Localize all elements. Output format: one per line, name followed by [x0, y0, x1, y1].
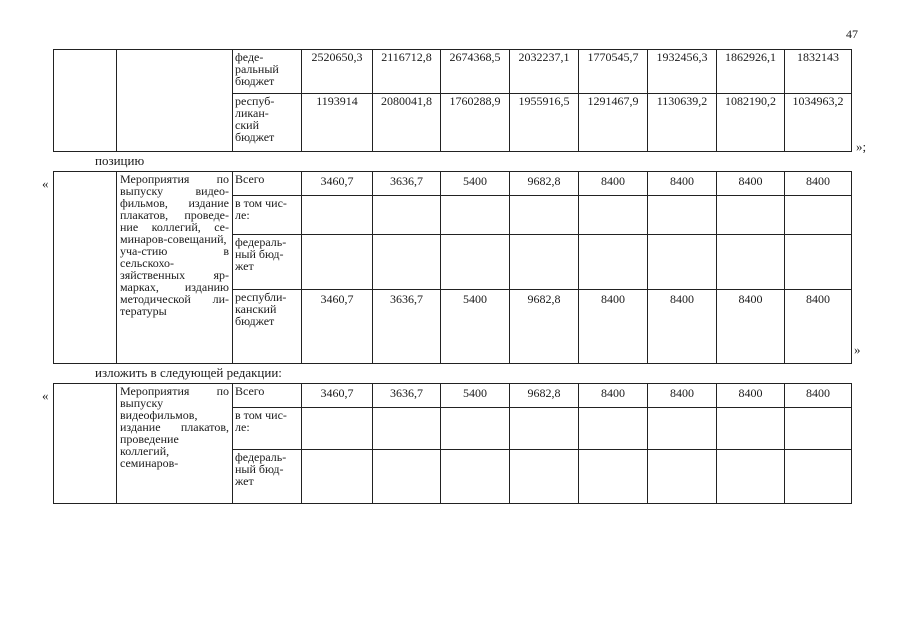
value-cell: 8400 — [579, 290, 648, 364]
value-cell — [648, 235, 717, 290]
value-cell: 8400 — [785, 384, 852, 408]
value-cell: 5400 — [441, 290, 510, 364]
value-cell — [785, 450, 852, 504]
closing-quote-middle: » — [854, 342, 861, 357]
value-cell — [579, 408, 648, 450]
open-quote-middle: « — [42, 176, 49, 191]
row-label: в том чис- ле: — [233, 408, 302, 450]
value-cell: 9682,8 — [510, 290, 579, 364]
value-cell — [302, 408, 373, 450]
value-cell: 8400 — [717, 290, 785, 364]
value-cell: 3460,7 — [302, 384, 373, 408]
empty-cell — [54, 384, 117, 504]
value-cell — [648, 196, 717, 235]
value-cell: 1770545,7 — [579, 50, 648, 94]
value-cell: 8400 — [785, 290, 852, 364]
value-cell: 9682,8 — [510, 172, 579, 196]
value-cell — [648, 408, 717, 450]
value-cell — [648, 450, 717, 504]
value-cell: 3636,7 — [373, 172, 441, 196]
value-cell — [579, 196, 648, 235]
value-cell: 8400 — [648, 290, 717, 364]
value-cell — [510, 235, 579, 290]
activity-description: Мероприятия по выпуску видеофильмов, издание плакатов, проведение коллегий, семинаров- — [117, 384, 233, 504]
heading-position: позицию — [95, 153, 145, 168]
value-cell — [510, 450, 579, 504]
value-cell — [302, 450, 373, 504]
empty-cell — [54, 50, 117, 152]
value-cell — [717, 235, 785, 290]
activities-table-old — [53, 171, 852, 364]
empty-cell — [117, 50, 233, 152]
value-cell — [785, 408, 852, 450]
value-cell — [717, 196, 785, 235]
value-cell — [717, 408, 785, 450]
value-cell: 8400 — [785, 172, 852, 196]
value-cell: 3460,7 — [302, 290, 373, 364]
open-quote-bottom: « — [42, 388, 49, 403]
value-cell — [717, 450, 785, 504]
value-cell: 8400 — [648, 384, 717, 408]
value-cell: 1955916,5 — [510, 94, 579, 152]
value-cell — [441, 235, 510, 290]
value-cell: 8400 — [717, 384, 785, 408]
value-cell: 2674368,5 — [441, 50, 510, 94]
value-cell: 8400 — [717, 172, 785, 196]
table-row — [54, 384, 852, 408]
value-cell — [373, 408, 441, 450]
value-cell: 3636,7 — [373, 290, 441, 364]
value-cell — [441, 450, 510, 504]
budget-table-continuation — [53, 49, 852, 152]
table-row — [54, 50, 852, 94]
row-label: респуб- ликан- ский бюджет — [233, 94, 302, 152]
value-cell: 1193914 — [302, 94, 373, 152]
empty-cell — [54, 172, 117, 364]
row-label: феде- ральный бюджет — [233, 50, 302, 94]
value-cell: 2116712,8 — [373, 50, 441, 94]
value-cell: 2520650,3 — [302, 50, 373, 94]
value-cell: 1082190,2 — [717, 94, 785, 152]
value-cell: 1862926,1 — [717, 50, 785, 94]
value-cell — [373, 450, 441, 504]
row-label: республи- канский бюджет — [233, 290, 302, 364]
value-cell: 1932456,3 — [648, 50, 717, 94]
value-cell: 1034963,2 — [785, 94, 852, 152]
value-cell: 1291467,9 — [579, 94, 648, 152]
value-cell: 2032237,1 — [510, 50, 579, 94]
value-cell: 8400 — [579, 172, 648, 196]
closing-quote-top: »; — [856, 139, 867, 154]
value-cell — [373, 235, 441, 290]
row-label: Всего — [233, 384, 302, 408]
heading-new-edition: изложить в следующей редакции: — [95, 365, 282, 380]
value-cell — [785, 196, 852, 235]
value-cell — [441, 408, 510, 450]
value-cell — [302, 196, 373, 235]
value-cell — [579, 450, 648, 504]
value-cell — [302, 235, 373, 290]
value-cell: 9682,8 — [510, 384, 579, 408]
value-cell — [785, 235, 852, 290]
value-cell: 1760288,9 — [441, 94, 510, 152]
value-cell: 3636,7 — [373, 384, 441, 408]
row-label: Всего — [233, 172, 302, 196]
value-cell: 2080041,8 — [373, 94, 441, 152]
activity-description: Мероприятия по выпуску видео-фильмов, издание плакатов, проведе-ние коллегий, се-минаров-совещаний, уча-стию в сельскохо-зяйственных яр-марках, изданию методической ли-тературы — [117, 172, 233, 364]
activities-table-new — [53, 383, 852, 504]
value-cell: 8400 — [579, 384, 648, 408]
value-cell — [510, 196, 579, 235]
row-label: в том чис- ле: — [233, 196, 302, 235]
value-cell — [373, 196, 441, 235]
value-cell — [441, 196, 510, 235]
value-cell: 3460,7 — [302, 172, 373, 196]
value-cell: 1832143 — [785, 50, 852, 94]
table-row — [54, 172, 852, 196]
value-cell: 5400 — [441, 172, 510, 196]
value-cell — [579, 235, 648, 290]
value-cell: 8400 — [648, 172, 717, 196]
value-cell: 1130639,2 — [648, 94, 717, 152]
row-label: федераль- ный бюд- жет — [233, 235, 302, 290]
row-label: федераль- ный бюд- жет — [233, 450, 302, 504]
value-cell: 5400 — [441, 384, 510, 408]
page-number: 47 — [846, 27, 858, 41]
value-cell — [510, 408, 579, 450]
